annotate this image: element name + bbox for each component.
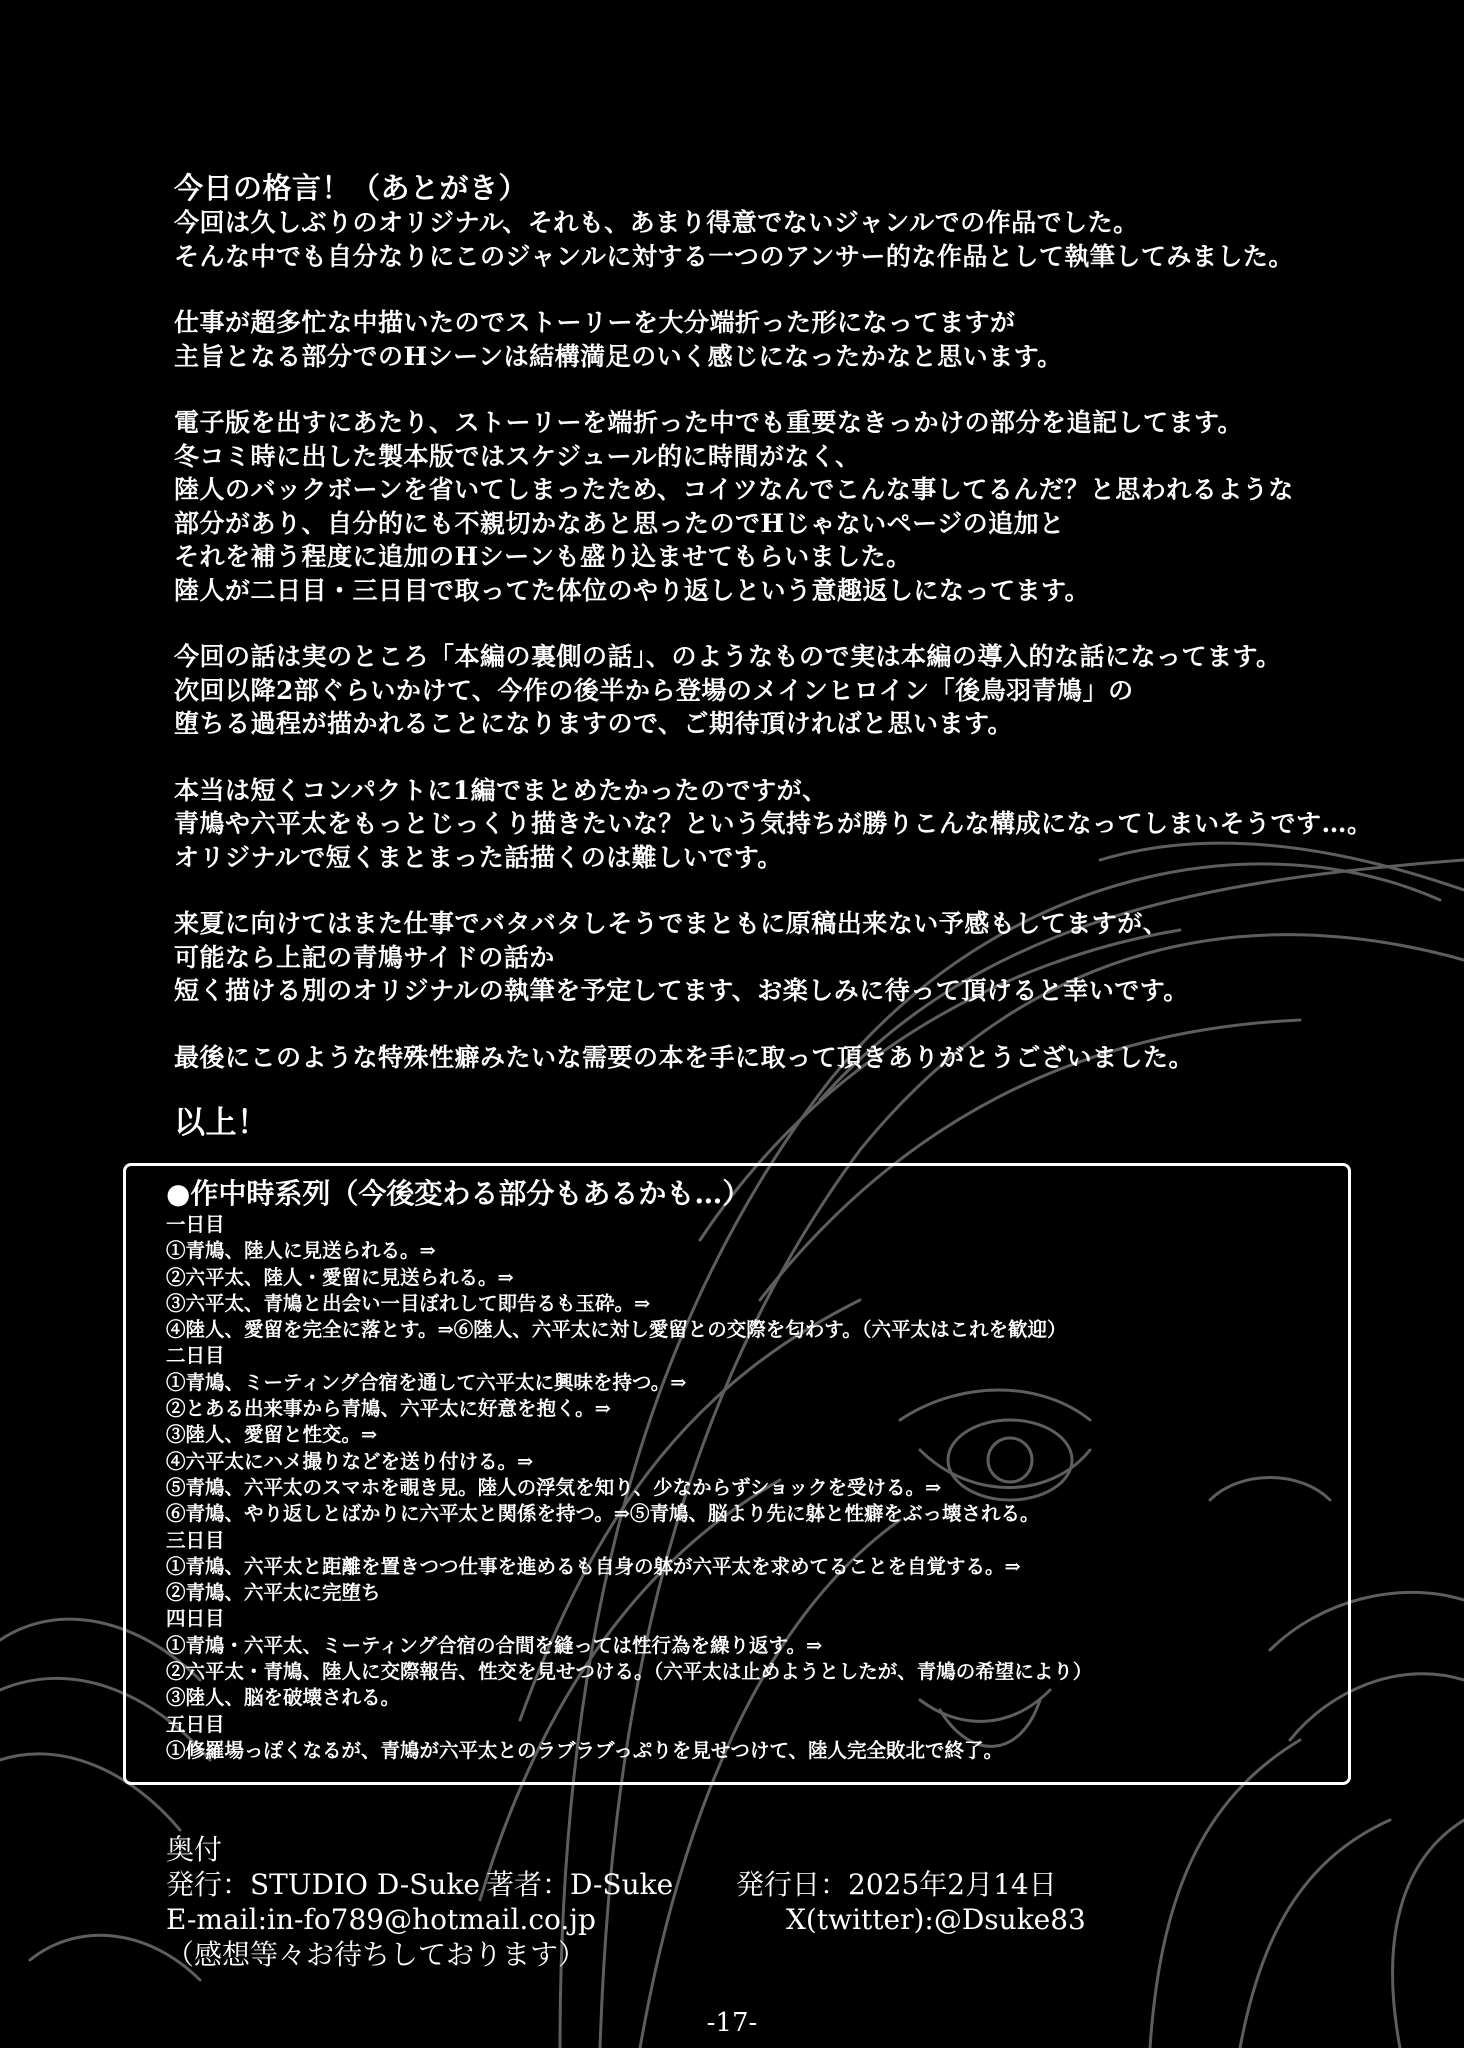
afterword-line: 冬コミ時に出した製本版ではスケジュール的に時間がなく、 <box>174 441 861 471</box>
colophon <box>166 1832 1316 1972</box>
colophon-email: E-mail:in-fo789@hotmail.co.jp <box>166 1903 596 1936</box>
afterword-line: 最後にこのような特殊性癖みたいな需要の本を手に取って頂きありがとうございました。 <box>174 1042 1195 1072</box>
afterword-line: 次回以降2部ぐらいかけて、今作の後半から登場のメインヒロイン「後鳥羽青鳩」の <box>174 675 1134 705</box>
afterword-line: そんな中でも自分なりにこのジャンルに対する一つのアンサー的な作品として執筆してみました。 <box>174 241 1294 271</box>
afterword-line: 陸人のバックボーンを省いてしまったため、コイツなんでこんな事してるんだ？と思われるような <box>174 475 1294 504</box>
afterword-paragraph <box>174 206 1424 273</box>
afterword-line: 部分があり、自分的にも不親切かなあと思ったのでHじゃないページの追加と <box>174 508 1065 538</box>
timeline-day-label: 一日目 <box>166 1213 225 1236</box>
afterword-section <box>174 170 1424 1141</box>
colophon-row <box>166 1902 1316 1937</box>
timeline-event: ④陸人、愛留を完全に落とす。⇒⑥陸人、六平太に対し愛留との交際を匂わす。（六平太はこれを歓迎） <box>166 1318 1067 1342</box>
afterword-line: 可能なら上記の青鳩サイドの話か <box>174 942 555 972</box>
afterword-paragraph <box>174 774 1424 875</box>
timeline-event: ②とある出来事から青鳩、六平太に好意を抱く。⇒ <box>166 1397 611 1421</box>
afterword-line: 今回は久しぶりのオリジナル、それも、あまり得意でないジャンルでの作品でした。 <box>174 208 1139 237</box>
timeline-event: ②六平太・青鳩、陸人に交際報告、性交を見せつける。（六平太は止めようとしたが、青鳩の希望により） <box>166 1660 1093 1684</box>
colophon-row <box>166 1867 1316 1902</box>
colophon-publisher: 発行：STUDIO D-Suke <box>166 1868 481 1901</box>
timeline-event: ②六平太、陸人・愛留に見送られる。⇒ <box>166 1265 514 1289</box>
afterword-line: 今回の話は実のところ「本編の裏側の話」、のようなもので実は本編の導入的な話になってます。 <box>174 642 1282 671</box>
timeline-event: ③陸人、愛留と性交。⇒ <box>166 1423 378 1447</box>
timeline-event: ①青鳩、ミーティング合宿を通して六平太に興味を持つ。⇒ <box>166 1370 687 1394</box>
afterword-paragraph <box>174 907 1424 1008</box>
colophon-note: （感想等々お待ちしております） <box>166 1938 587 1971</box>
afterword-line: 陸人が二日目・三日目で取ってた体位のやり返しという意趣返しになってます。 <box>174 575 1091 605</box>
timeline-title: ●作中時系列（今後変わる部分もあるかも…） <box>166 1177 751 1210</box>
timeline-event: ⑥青鳩、やり返しとばかりに六平太と関係を持つ。⇒⑤青鳩、脳より先に躰と性癖をぶっ壊される。 <box>166 1502 1040 1526</box>
timeline-event: ①青鳩・六平太、ミーティング合宿の合間を縫っては性行為を繰り返す。⇒ <box>166 1633 823 1657</box>
afterword-line: オリジナルで短くまとまった話描くのは難しいです。 <box>174 842 783 872</box>
afterword-line: 短く描ける別のオリジナルの執筆を予定してます、お楽しみに待って頂けると幸いです。 <box>174 976 1189 1005</box>
afterword-line: それを補う程度に追加のHシーンも盛り込ませてもらいました。 <box>174 542 912 571</box>
timeline-event: ①青鳩、六平太と距離を置きつつ仕事を進めるも自身の躰が六平太を求めてることを自覚する。⇒ <box>166 1554 1021 1578</box>
page-number: -17- <box>706 2008 758 2038</box>
afterword-closing: 以上！ <box>174 1105 269 1141</box>
afterword-line: 仕事が超多忙な中描いたのでストーリーを大分端折った形になってますが <box>174 308 1016 337</box>
colophon-label: 奥付 <box>166 1833 223 1866</box>
afterword-paragraph <box>174 1041 1424 1075</box>
timeline-day-label: 四日目 <box>166 1607 225 1631</box>
afterword-line: 本当は短くコンパクトに1編でまとめたかったのですが、 <box>174 775 828 805</box>
timeline-day-label: 五日目 <box>166 1712 225 1736</box>
timeline-event: ③陸人、脳を破壊される。 <box>166 1686 401 1710</box>
timeline-day-label: 二日目 <box>166 1344 225 1368</box>
timeline-event: ①修羅場っぽくなるが、青鳩が六平太とのラブラブっぷりを見せつけて、陸人完全敗北で終了。 <box>166 1738 1003 1762</box>
afterword-line: 電子版を出すにあたり、ストーリーを端折った中でも重要なきっかけの部分を追記してます。 <box>174 408 1244 437</box>
afterword-line: 来夏に向けてはまた仕事でバタバタしそうでまともに原稿出来ない予感もしてますが、 <box>174 909 1169 938</box>
colophon-author: 著者：D-Suke <box>486 1868 674 1901</box>
timeline-event: ②青鳩、六平太に完堕ち <box>166 1581 381 1605</box>
afterword-paragraph <box>174 640 1424 741</box>
afterword-heading: 今日の格言！（あとがき） <box>174 171 529 205</box>
afterword-paragraph <box>174 406 1424 607</box>
timeline-event: ③六平太、青鳩と出会い一目ぼれして即告るも玉砕。⇒ <box>166 1291 651 1315</box>
colophon-date: 発行日：2025年2月14日 <box>736 1868 1057 1901</box>
timeline-event: ④六平太にハメ撮りなどを送り付ける。⇒ <box>166 1449 534 1473</box>
afterword-line: 主旨となる部分でのHシーンは結構満足のいく感じになったかなと思います。 <box>174 341 1063 371</box>
timeline-day-label: 三日目 <box>166 1528 225 1552</box>
afterword-paragraph <box>174 306 1424 373</box>
timeline-event: ①青鳩、陸人に見送られる。⇒ <box>166 1239 436 1263</box>
afterword-line: 青鳩や六平太をもっとじっくり描きたいな？という気持ちが勝りこんな構成になってしまいそうです…。 <box>174 809 1373 838</box>
colophon-twitter: X(twitter):@Dsuke83 <box>786 1903 1086 1936</box>
timeline-box <box>123 1163 1351 1785</box>
afterword-line: 堕ちる過程が描かれることになりますので、ご期待頂ければと思います。 <box>174 709 1014 738</box>
timeline-event: ⑤青鳩、六平太のスマホを覗き見。陸人の浮気を知り、少なからずショックを受ける。⇒ <box>166 1475 942 1499</box>
